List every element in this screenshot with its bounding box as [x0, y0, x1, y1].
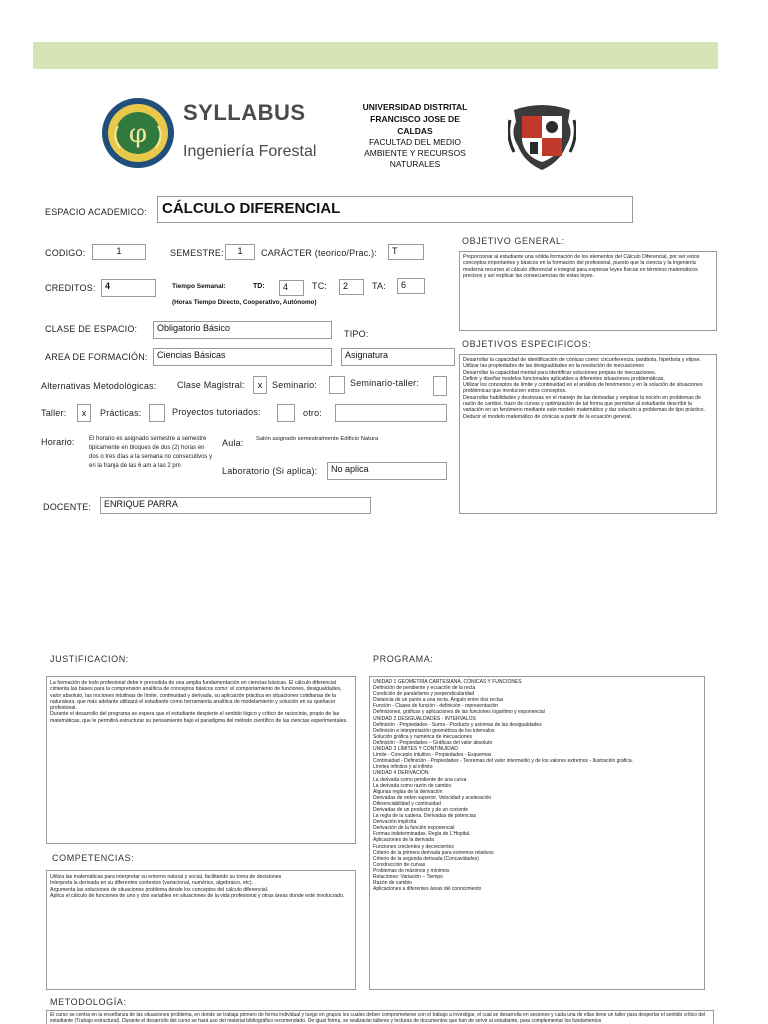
- objetivo-general-text: Proporcionar al estudiante una sólida formación de los elementos del Cálculo Diferencial, por ser estos conceptos importantes y básicos en la formación del profesional, puesto que la ciencia y la ingeniería moderna recurren al cálculo diferencial e integral para expresar leyes físicas en términos matemáticos precisos y así explicar las consecuencias de estas leyes.: [459, 251, 717, 331]
- practicas-label: Prácticas:: [100, 408, 142, 418]
- clase-magistral-checkbox[interactable]: [253, 376, 267, 394]
- tc-field[interactable]: [339, 279, 364, 295]
- asignatura-value: Asignatura: [345, 350, 389, 360]
- coat-of-arms-icon: [508, 100, 576, 172]
- tipo-label: TIPO:: [344, 329, 369, 339]
- metodologia-title: METODOLOGÍA:: [50, 997, 127, 1007]
- program-name: Ingeniería Forestal: [183, 143, 317, 160]
- programa-text: UNIDAD 1 GEOMETRÍA CARTESIANA, CÓNICAS Y FUNCIONES Definición de pendiente y ecuación de la recta Condición de paralelismo y perpendicularidad Distancia de un punto a una recta. Ángulo entre dos rectas Función - Clases de función - definición - representación Definiciones, gráficas y aplicaciones de las funciones logaritmo y exponencial UNIDAD 2 DESIGUALDADES - INTERVALOS Definición - Propiedades - Suma - Producto y axiomas de las desigualdades Definición e interpretación geométrica de los intervalos Solución gráfica y numérica de inecuaciones Definición - Propiedades – Gráficas del valor absoluto UNIDAD 3 LÍMITES Y CONTINUIDAD Límite - Concepto intuitivo - Propiedades - Esquemas Continuidad - Definición - Propiedades - Teoremas del valor intermedio y de los valores extremos - Ilustración gráfica. Límites infinitos y al infinito UNIDAD 4 DERIVACIÓN La derivada como pendiente de una curva La derivada como razón de cambio Algunas reglas de la derivación Derivadas de orden superior. Velocidad y aceleración Diferenciabilidad y continuidad Derivadas de un producto y de un cociente La regla de la cadena. Derivadas de potencias Derivación implícita Derivación de la función exponencial Formas indeterminadas. Regla de L'Hopital. Aplicaciones de la derivada Funciones crecientes y decrecientes Criterio de la primera derivada para extremos relativos Criterio de la segunda derivada (Concavidades) Construcción de curvas Problemas de máximos y mínimos Relaciones: Variación – Tiempo Razón de cambio Aplicaciones a diferentes áreas del conocimiento: [369, 676, 705, 990]
- creditos-value: 4: [105, 281, 111, 291]
- clase-field[interactable]: [153, 321, 332, 339]
- codigo-label: CODIGO:: [45, 248, 86, 258]
- seminario-checkbox[interactable]: [329, 376, 345, 394]
- faculty-line-3: NATURALES: [389, 159, 441, 169]
- tc-value: 2: [343, 281, 349, 291]
- semestre-field[interactable]: [225, 244, 255, 260]
- td-value: 4: [283, 282, 289, 292]
- tc-label: TC:: [312, 281, 328, 291]
- area-value: Ciencias Básicas: [157, 350, 226, 360]
- proyectos-label: Proyectos tutoriados:: [172, 407, 261, 417]
- laboratorio-value: No aplica: [331, 464, 369, 474]
- seminario-label: Seminario:: [272, 380, 318, 390]
- justificacion-text: La formación de todo profesional debe ir precedida de una amplia fundamentación en ciencias básicas. El cálculo diferencial cimienta las bases para la comprensión analítica de conceptos básicos como: el comportamiento de funciones, desigualdades, valor absoluto, las nociones intuitivas de límite, continuidad y derivada, su aplicación práctica en situaciones cotidianas de la naturaleza, que más adelante utilizará el estudiante como herramienta analítica de modelamiento y solución en su quehacer profesional. Durante el desarrollo del programa se espera que el estudiante despierte el sentido lógico y crítico de raciocinio, propio de las matemáticas, que le permitirá estructurar su pensamiento bajo el paradigma del método científico de las ciencias experimentales.: [46, 676, 356, 844]
- clase-value: Obligatorio Básico: [157, 323, 231, 333]
- area-label: AREA DE FORMACIÓN:: [45, 352, 148, 362]
- practicas-value: [150, 405, 164, 407]
- metodologia-text: El curso se centra en la enseñanza de las situaciones problema, en donde se trabaja primero de forma individual y luego en grupos los cuales deben comprometerse con el trabajo a investigar, el cual se desarrolla en sesiones y cada una de ellas tiene un taller para despertar el sentido crítico del estudiante (Trabajo estructural). Durante el desarrollo del curso se hará uso del material bibliográfico recomendado. De igual forma, se realizarán talleres y lecturas de documentos que han de servir al estudiante, para complementar los fundamentos: [46, 1010, 714, 1024]
- proyectos-checkbox[interactable]: [277, 404, 295, 422]
- practicas-checkbox[interactable]: [149, 404, 165, 422]
- td-label: TD:: [253, 283, 265, 290]
- otro-value: [336, 405, 446, 407]
- competencias-text: Utiliza las matemáticas para interpretar su entorno natural y social, facilitando su toma de decisiones Interpreta la derivada en su diferentes contextos (variacional, numérico, algebraico, etc). Argumenta las soluciones de situaciones problema desde los conceptos del cálculo diferencial. Aplica el cálculo de funciones de uno y dos variables en situaciones de la vida profesional y otras áreas donde esté involucrado.: [46, 870, 356, 990]
- caracter-label: CARÁCTER (teorico/Prac.):: [261, 248, 378, 258]
- asignatura-field[interactable]: [341, 348, 455, 366]
- semestre-value: 1: [237, 246, 243, 256]
- creditos-field[interactable]: [101, 279, 156, 297]
- taller-value: x: [81, 408, 87, 418]
- proyectos-value: [278, 405, 294, 407]
- seminario-taller-checkbox[interactable]: [433, 376, 447, 396]
- td-field[interactable]: [279, 280, 304, 296]
- svg-text:φ: φ: [128, 119, 148, 149]
- objetivos-especificos-title: OBJETIVOS ESPECIFICOS:: [462, 339, 592, 349]
- clase-magistral-value: x: [257, 380, 263, 390]
- aula-value: Salón asignado semestralmente Edificio Natura: [256, 436, 379, 442]
- syllabus-title: SYLLABUS: [183, 100, 306, 125]
- laboratorio-field[interactable]: [327, 462, 447, 480]
- seminario-taller-value: [434, 377, 446, 379]
- faculty-name: [355, 137, 475, 170]
- docente-label: DOCENTE:: [43, 502, 92, 512]
- creditos-label: CREDITOS:: [45, 283, 96, 293]
- faculty-line-2: AMBIENTE Y RECURSOS: [364, 148, 466, 158]
- horas-note: (Horas Tiempo Directo, Cooperativo, Autónomo): [172, 299, 317, 306]
- otro-field[interactable]: [335, 404, 447, 422]
- taller-label: Taller:: [41, 408, 67, 418]
- taller-checkbox[interactable]: [77, 404, 91, 422]
- justificacion-title: JUSTIFICACION:: [50, 654, 129, 664]
- docente-value: ENRIQUE PARRA: [104, 499, 178, 509]
- faculty-line-1: FACULTAD DEL MEDIO: [369, 137, 461, 147]
- university-line-2: FRANCISCO JOSE DE CALDAS: [370, 114, 460, 136]
- clase-magistral-label: Clase Magistral:: [177, 380, 245, 390]
- codigo-field[interactable]: [92, 244, 146, 260]
- seminario-value: [330, 377, 344, 379]
- university-name: [355, 101, 475, 137]
- objetivo-general-title: OBJETIVO GENERAL:: [462, 236, 565, 246]
- semestre-label: SEMESTRE:: [170, 248, 224, 258]
- clase-label: CLASE DE ESPACIO:: [45, 324, 138, 334]
- laboratorio-label: Laboratorio (Si aplica):: [222, 466, 318, 476]
- header-band: [33, 42, 718, 69]
- codigo-value: 1: [116, 246, 122, 256]
- university-seal-icon: [100, 96, 176, 170]
- programa-title: PROGRAMA:: [373, 654, 434, 664]
- area-field[interactable]: [153, 348, 332, 366]
- alternativas-label: Alternativas Metodológicas:: [41, 381, 157, 391]
- otro-label: otro:: [303, 408, 323, 418]
- docente-field[interactable]: [100, 497, 371, 514]
- university-line-1: UNIVERSIDAD DISTRITAL: [362, 102, 468, 112]
- tiempo-label: Tiempo Semanal:: [172, 283, 226, 290]
- espacio-field[interactable]: [157, 196, 633, 223]
- horario-value: El horario es asignado semestre a semestre tipicamente en bloques de dos (2) horas en dos o tres días a la semana no consecutivos y en la franja de las 6 am a las 2 pm: [89, 436, 213, 469]
- ta-value: 6: [401, 280, 407, 290]
- horario-label: Horario:: [41, 437, 75, 447]
- ta-field[interactable]: [397, 278, 425, 294]
- caracter-value: T: [392, 246, 398, 256]
- caracter-field[interactable]: [388, 244, 424, 260]
- objetivos-especificos-text: Desarrollar la capacidad de identificación de cónicas como: circunferencia, parábola, hipérbola y elipse. Utilizar las propiedades de las desigualdades en la resolución de inecuaciones Desarrollar la capacidad mental para identificar soluciones propias de inecuaciones. Definir y diseñar modelos funcionales aplicables a diferentes situaciones problemáticas. Utilizar los conceptos de límite y continuidad en el análisis de fenómenos y en la solución de situaciones problémicas que involucren estos conceptos. Desarrollar habilidades y destrezas en el manejo de las derivadas y emplear la noción en problemas de razón de cambio, trazo de curvas y optimización de tal forma que permitan al estudiante describir la variación en un fenómeno mediante este modelo matemático y dar solución a problemas de tipo práctico. Deducir el modelo matemático de cónicas a partir de la ecuación general.: [459, 354, 717, 514]
- seminario-taller-label: Seminario-taller:: [350, 378, 419, 388]
- ta-label: TA:: [372, 281, 386, 291]
- espacio-label: ESPACIO ACADEMICO:: [45, 207, 147, 217]
- aula-label: Aula:: [222, 438, 244, 448]
- competencias-title: COMPETENCIAS:: [52, 853, 135, 863]
- espacio-value: CÁLCULO DIFERENCIAL: [162, 200, 341, 217]
